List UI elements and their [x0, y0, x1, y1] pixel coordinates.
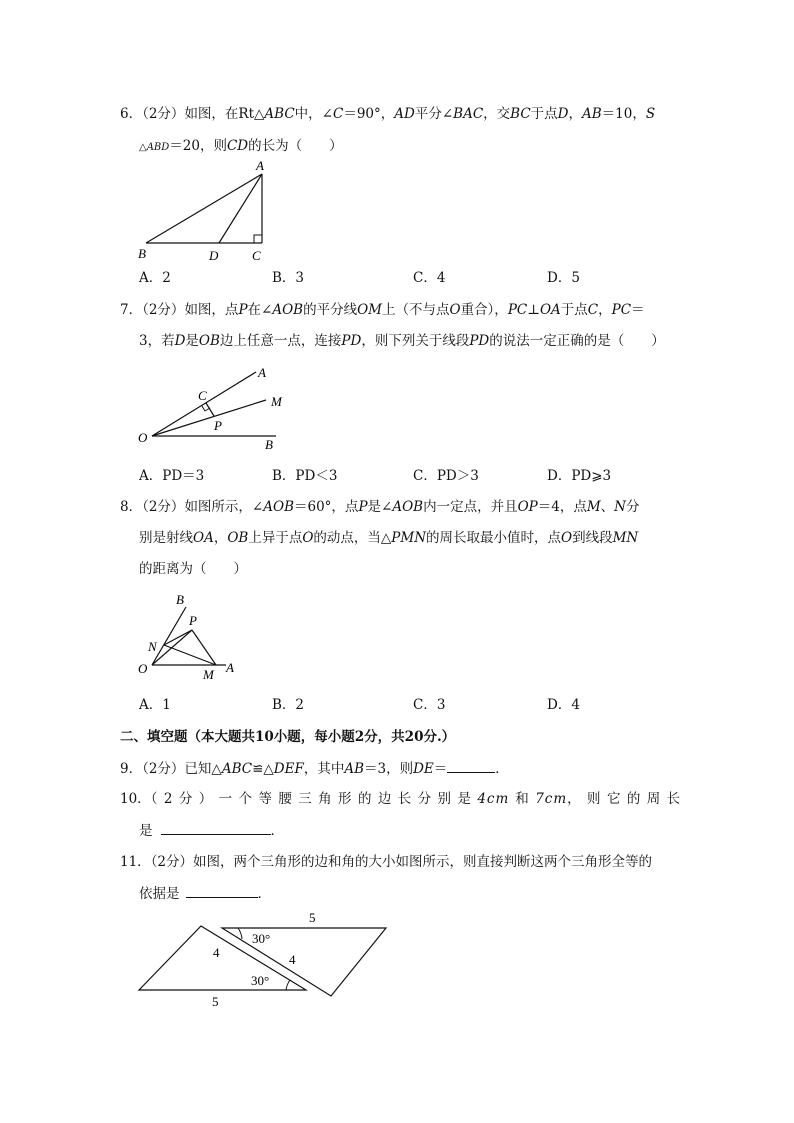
q8-option-a[interactable]: A．1 [139, 697, 171, 713]
q6-segment-ad [219, 174, 262, 243]
q8-label-p: P [189, 613, 197, 628]
q7-figure [136, 360, 286, 455]
q7-label-o: O [138, 430, 148, 445]
q6-number: 6． [120, 106, 143, 122]
q11-right-triangle [222, 928, 386, 996]
q11-label-bottom-5: 5 [212, 994, 219, 1009]
q8-figure [134, 590, 254, 685]
q7-label-c: C [198, 388, 207, 403]
q6-line1: 6．（2分）如图，在Rt△ABC中，∠C＝90°，AD平分∠BAC，交BC于点D，AB＝10，S [120, 106, 656, 122]
q7-option-b[interactable]: B．PD＜3 [272, 468, 338, 484]
q8-line1: 8．（2分）如图所示，∠AOB＝60°，点P是∠AOB内一定点，并且OP＝4，点M、N分 [120, 499, 640, 515]
q7-option-c[interactable]: C．PD＞3 [413, 468, 479, 484]
q11-label-top-5: 5 [309, 910, 316, 925]
q11-line1: 11．（2分）如图，两个三角形的边和角的大小如图所示，则直接判断这两个三角形全等的 [120, 854, 653, 870]
q7-label-a: A [258, 365, 266, 380]
q9-answer-blank[interactable] [447, 758, 495, 773]
q11-label-left-4: 4 [213, 945, 220, 960]
q7-line1: 7．（2分）如图，点P在∠AOB的平分线OM上（不与点O重合），PC⊥OA于点C，PC＝ [120, 302, 645, 318]
q6-option-d[interactable]: D．5 [547, 270, 580, 286]
q10-answer-blank[interactable] [161, 820, 271, 835]
q11-angle-arc-bottom [286, 980, 290, 990]
q6-line2: △ABD＝20，则CD的长为（ ） [139, 138, 343, 154]
q6-score: （2分） [142, 106, 185, 122]
q7-label-p: P [214, 418, 222, 433]
q7-label-m: M [271, 394, 282, 409]
q11-left-triangle [139, 926, 306, 990]
q7-ray-oa [152, 372, 256, 436]
q6-option-a[interactable]: A．2 [139, 270, 171, 286]
q8-segment-mn [164, 645, 216, 665]
q8-label-o: O [138, 661, 148, 676]
q6-label-a: A [256, 158, 264, 173]
q7-option-d[interactable]: D．PD⩾3 [547, 468, 612, 484]
q7-ray-om [152, 400, 266, 436]
q11-label-angle-top: 30° [252, 931, 271, 946]
q8-line3: 的距离为（ ） [139, 561, 247, 577]
q11-label-right-4: 4 [289, 952, 296, 967]
q7-option-a[interactable]: A．PD＝3 [139, 468, 205, 484]
q11-angle-arc-top [238, 928, 242, 939]
q11-answer-blank[interactable] [186, 883, 258, 898]
q10-line2: 是 ． [139, 820, 284, 841]
q11-figure [134, 908, 394, 1013]
q11-line2: 依据是 ． [139, 883, 271, 904]
q6-figure [136, 156, 276, 266]
q6-segment-ab [146, 174, 262, 243]
q7-label-b: B [265, 437, 273, 452]
q8-option-d[interactable]: D．4 [547, 697, 580, 713]
q9-line1: 9．（2分）已知△ABC≌△DEF，其中AB＝3，则DE＝ ． [120, 758, 509, 779]
section-2-heading: 二、填空题（本大题共10小题，每小题2分，共20分.） [120, 729, 456, 745]
q6-option-b[interactable]: B．3 [272, 270, 305, 286]
q8-line2: 别是射线OA，OB上异于点O的动点，当△PMN的周长取最小值时，点O到线段MN [139, 530, 639, 546]
q6-label-c: C [252, 248, 261, 263]
q6-option-c[interactable]: C．4 [413, 270, 446, 286]
q6-label-b: B [138, 246, 146, 261]
q8-option-c[interactable]: C．3 [413, 697, 446, 713]
q7-line2: 3，若D是OB边上任意一点，连接PD，则下列关于线段PD的说法一定正确的是（ ） [139, 333, 665, 349]
q8-label-n: N [148, 639, 157, 654]
q11-label-angle-bottom: 30° [251, 973, 270, 988]
q8-label-m: M [203, 667, 214, 682]
q10-line1: 10．（2分）一个等腰三角形的边长分别是4cm 和7cm，则它的周长 [120, 791, 687, 807]
q6-right-angle-mark [254, 235, 262, 243]
q6-label-d: D [209, 248, 219, 263]
q8-label-a: A [226, 660, 234, 675]
q8-label-b: B [176, 592, 184, 607]
q8-option-b[interactable]: B．2 [272, 697, 305, 713]
